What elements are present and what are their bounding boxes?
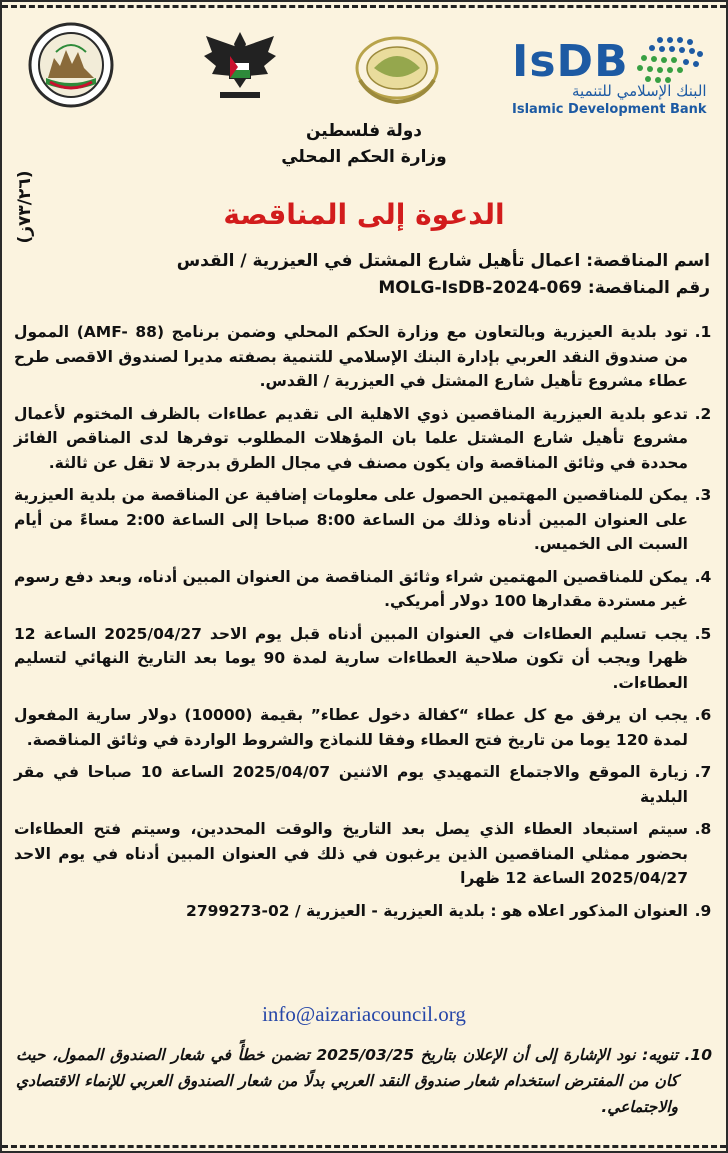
list-item [14,402,714,476]
list-item [14,817,714,891]
list-item [14,622,714,696]
municipality-seal-icon [28,22,114,108]
item-text: يجب ان يرفق مع كل عطاء “كفالة دخول عطاء” بقيمة (10000) دولار سارية المفعول لمدة 120 يوما من تاريخ فتح العطاء وفقا للنماذج والشروط الواردة في وثائق المناقصة. [14,706,689,749]
isdb-dots-icon [630,32,710,88]
ministry-name: وزارة الحكم المحلي [281,147,447,167]
item-number: 1. [694,323,712,341]
item-number: 6. [694,706,712,724]
tender-conditions-list [14,320,714,931]
item-text: سيتم استبعاد العطاء الذي يصل بعد التاريخ والوقت المحددين، وسيتم فتح العطاءات بحضور ممثلي المناقصين الذين يرغبون في ذلك في العنوان المبين أدناه في يوم الاحد 2025/04/27 الساعة 12 ظهرا [14,820,688,887]
list-item [14,760,714,809]
bottom-dashed-border [2,1145,726,1148]
arab-fund-emblem-icon [352,28,442,108]
item-number: 3. [694,486,712,504]
item-number: 5. [694,624,712,643]
reference-number-text: (٧٣/٢٦ز) [15,170,35,244]
tender-info [18,248,710,302]
isdb-abbr: IsDB [512,36,629,87]
note-number: 10. [684,1046,712,1064]
state-name: دولة فلسطين [305,121,423,141]
list-item [14,703,714,752]
arab-monetary-fund-logo [352,28,442,108]
list-item [14,899,714,924]
contact-email: info@aizariacouncil.org [262,1002,466,1026]
item-number: 2. [694,404,712,423]
item-number: 7. [694,763,712,781]
item-text: تدعو بلدية العيزرية المناقصين ذوي الاهلية الى تقديم عطاءات بالظرف المختوم لأعمال مشروع تأهيل شارع المشتل علما بان المؤهلات المطلوب توفرها لدى المناقص الفائز محددة في وثائق المناقصة وان يكون مصنف في مجال الطرق بدرجة لا تقل عن ثالثة. [14,404,688,472]
top-dashed-border [2,5,726,8]
item-text: العنوان المذكور اعلاه هو : بلدية العيزرية - العيزرية / 02-2799273 [186,901,688,920]
logo-bar [22,14,712,117]
isdb-english-name: Islamic Development Bank [512,102,707,117]
item-text: تود بلدية العيزرية وبالتعاون مع وزارة الحكم المحلي وضمن برنامج (AMF- 88) الممول من صندوق النقد العربي بإدارة البنك الإسلامي للتنمية بصفته مديرا لصندوق الاقصى طرح عطاء مشروع تأهيل شارع المشتل في العيزرية / القدس. [14,323,688,390]
eagle-icon [198,26,282,106]
note-text: تنويه: نود الإشارة إلى أن الإعلان بتاريخ 2025/03/25 تضمن خطأً في شعار الصندوق الممول، حيث كان من المفترض استخدام شعار صندوق النقد العربي بدلًا من شعار الصندوق العربي للإنماء الاقتصادي والاجتماعي. [16,1046,679,1116]
correction-note [16,1042,712,1120]
item-text: يجب تسليم العطاءات في العنوان المبين أدناه قبل يوم الاحد 2025/04/27 الساعة 12 ظهرا ويجب أن تكون صلاحية العطاءات سارية لمدة 90 يوما بعد التاريخ النهائي لتسليم العطاءات. [14,624,689,692]
list-item [14,320,714,394]
aizaria-municipality-seal [28,22,114,108]
item-number: 9. [694,901,712,920]
tender-name: اسم المناقصة: اعمال تأهيل شارع المشتل في العيزرية / القدس [176,251,710,271]
item-number: 8. [694,820,712,838]
item-text: يمكن للمناقصين المهتمين الحصول على معلومات إضافية عن المناقصة من بلدية العيزرية على العنوان المبين أدناه وذلك من الساعة 8:00 صباحا إلى الساعة 2:00 مساءً من أيام السبت الى الخميس. [14,486,688,553]
issuer-header [2,118,726,170]
list-item [14,565,714,614]
list-item [14,483,714,557]
announcement-title: الدعوة إلى المناقصة [223,198,505,231]
isdb-arabic-name: البنك الإسلامي للتنمية [572,82,707,100]
isdb-logo [512,14,712,117]
item-number: 4. [694,567,712,586]
item-text: يمكن للمناقصين المهتمين شراء وثائق المناقصة من العنوان المبين أدناه، وبعد دفع رسوم غير مستردة مقدارها 100 دولار أمريكي. [14,567,688,610]
palestine-eagle-emblem [198,26,282,106]
tender-number: رقم المناقصة: MOLG-IsDB-2024-069 [378,278,710,298]
item-text: زيارة الموقع والاجتماع التمهيدي يوم الاثنين 2025/04/07 الساعة 10 صباحا في مقر البلدية [14,763,688,806]
